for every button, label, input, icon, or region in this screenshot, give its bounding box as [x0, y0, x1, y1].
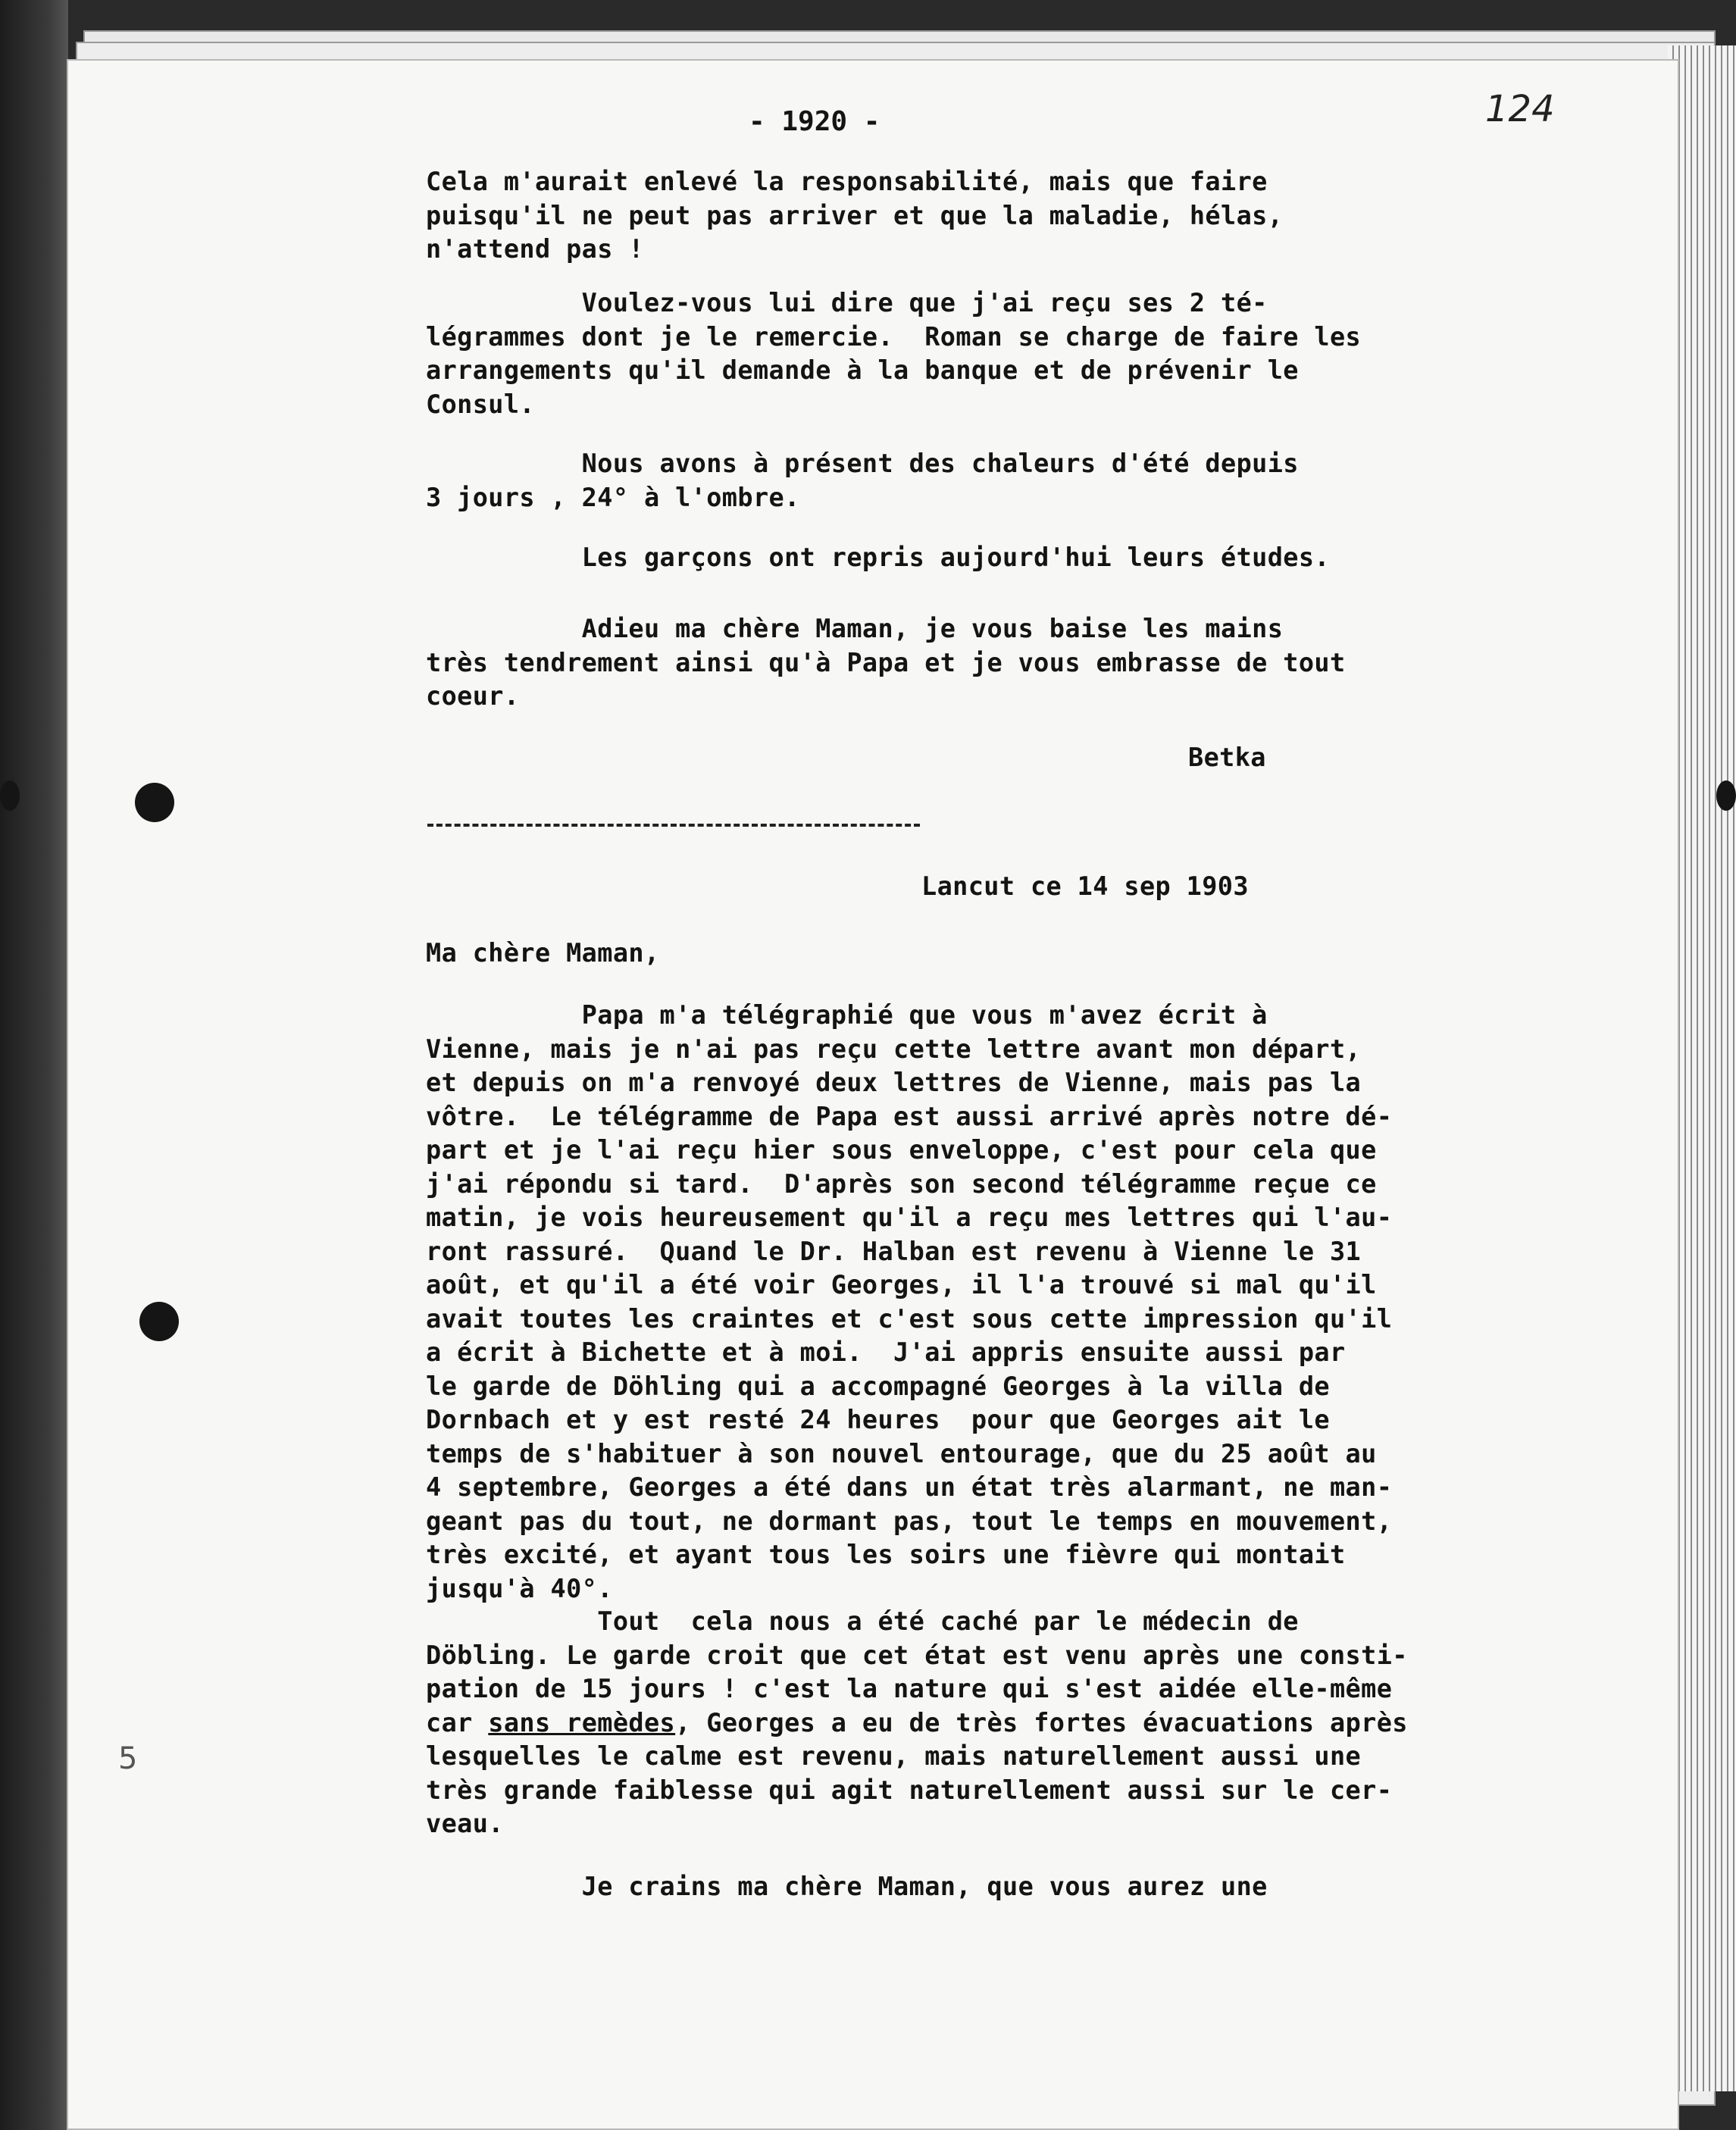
signature: Betka [1188, 743, 1266, 772]
punch-hole [139, 1302, 179, 1341]
edge-punch-hole [0, 780, 20, 811]
letter2-salutation: Ma chère Maman, [426, 938, 660, 968]
letter1-paragraph-2: Voulez-vous lui dire que j'ai reçu ses 2 té- légrammes dont je le remercie. Roman se charge de faire les arrangements qu'il demande à la banque et de prévenir le Consul. [426, 288, 1362, 419]
edge-punch-hole [1716, 780, 1736, 811]
letter1-paragraph-3: Nous avons à présent des chaleurs d'été depuis 3 jours , 24° à l'ombre. [426, 449, 1299, 512]
handwritten-page-number: 124 [1485, 88, 1555, 130]
page-title: - 1920 - [749, 106, 881, 137]
paragraph-text: Tout cela nous a été caché par le médecin de Döbling. Le garde croit que cet état est venu après une consti- pation de 15 jours ! c'est la nature qui s'est aidée elle-même car [426, 1606, 1408, 1737]
underlined-phrase: sans remèdes [488, 1707, 676, 1737]
letter2-paragraph-3: Je crains ma chère Maman, que vous aurez une [426, 1872, 1268, 1901]
letter1-paragraph-4: Les garçons ont repris aujourd'hui leurs études. [426, 543, 1330, 572]
paragraph-text: , Georges a eu de très fortes évacuations après lesquelles le calme est revenu, mais naturellement aussi une très grande faiblesse qui agit naturellement aussi sur le cer- veau. [426, 1707, 1408, 1838]
document-page [67, 59, 1679, 2130]
letter-separator [427, 824, 920, 827]
scanner-background [0, 0, 68, 2130]
margin-handwritten-mark: 5 [118, 1741, 138, 1776]
punch-hole [135, 783, 174, 822]
letter2-place-date: Lancut ce 14 sep 1903 [921, 871, 1249, 901]
letter1-paragraph-5: Adieu ma chère Maman, je vous baise les mains très tendrement ainsi qu'à Papa et je vous embrasse de tout coeur. [426, 614, 1346, 711]
letter2-paragraph-2 [426, 1605, 1408, 1841]
letter1-paragraph-1: Cela m'aurait enlevé la responsabilité, mais que faire puisqu'il ne peut pas arriver et que la maladie, hélas, n'attend pas ! [426, 167, 1284, 264]
letter2-paragraph-1: Papa m'a télégraphié que vous m'avez écrit à Vienne, mais je n'ai pas reçu cette lettre avant mon départ, et depuis on m'a renvoyé deux lettres de Vienne, mais pas la vôtre. Le télégramme de Papa est aussi arrivé après notre dé- part et je l'ai reçu hier sous enveloppe, c'est pour cela que j'ai répondu si tard. D'après son second télégramme reçue ce matin, je vois heureusement qu'il a reçu mes lettres qui l'au- ront rassuré. Quand le Dr. Halban est revenu à Vienne le 31 août, et qu'il a été voir Georges, il l'a trouvé si mal qu'il avait toutes les craintes et c'est sous cette impression qu'il a écrit à Bichette et à moi. J'ai appris ensuite aussi par le garde de Döhling qui a accompagné Georges à la villa de Dornbach et y est resté 24 heures pour que Georges ait le temps de s'habituer à son nouvel entourage, que du 25 août au 4 septembre, Georges a été dans un état très alarmant, ne man- geant pas du tout, ne dormant pas, tout le temps en mouvement, très excité, et ayant tous les soirs une fièvre qui montait jusqu'à 40°. [426, 1000, 1393, 1603]
